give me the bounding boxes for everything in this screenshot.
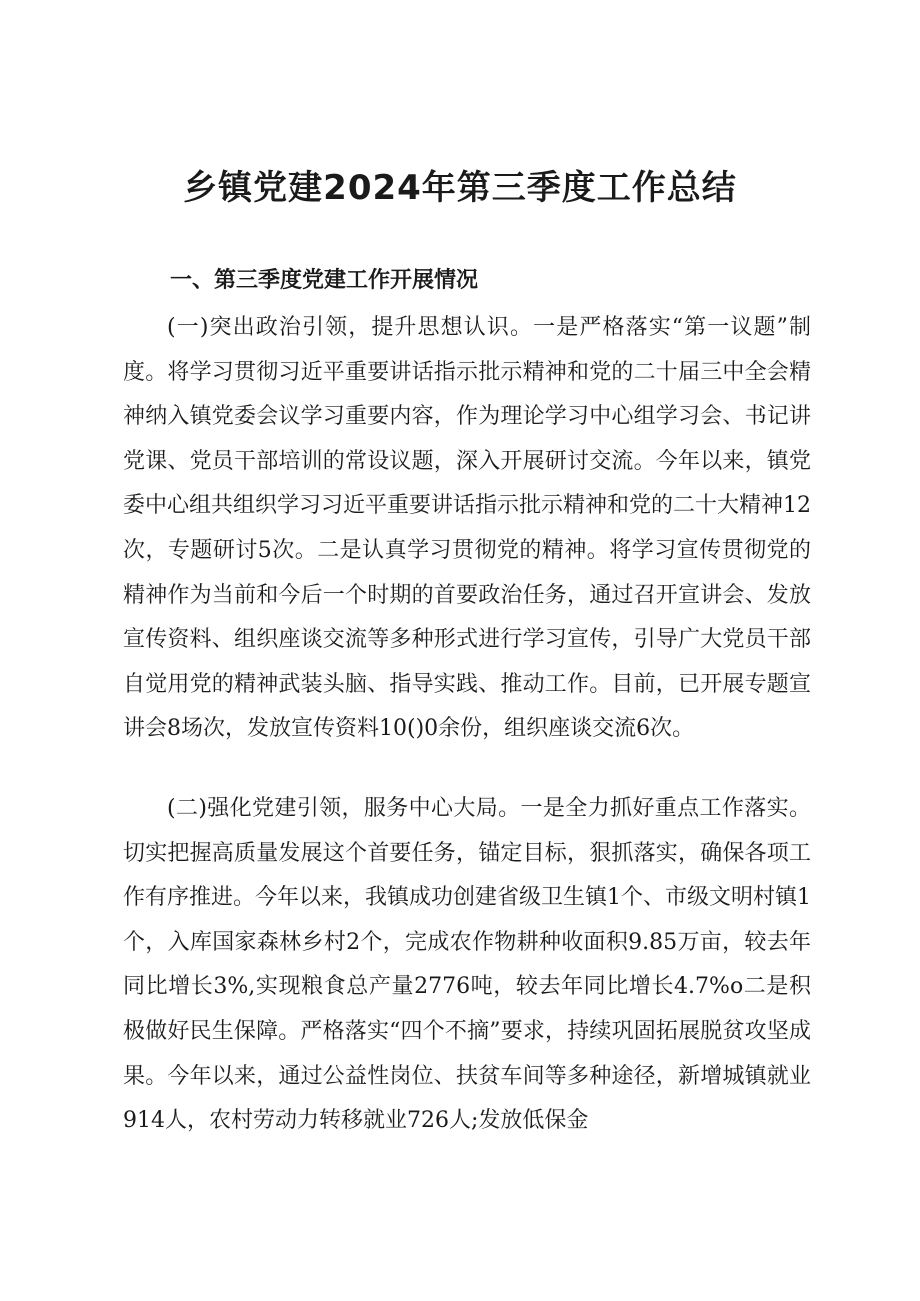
paragraph-1: (一)突出政治引领，提升思想认识。一是严格落实“第一议题”制度。将学习贯彻习近平重要讲话指示批示精神和党的二十届三中全会精神纳入镇党委会议学习重要内容，作为理论学习中心组学习会、书记讲党课、党员干部培训的常设议题，深入开展研讨交流。今年以来，镇党委中心组共组织学习习近平重要讲话指示批示精神和党的二十大精神12次，专题研讨5次。二是认真学习贯彻党的精神。将学习宣传贯彻党的精神作为当前和今后一个时期的首要政治任务，通过召开宣讲会、发放宣传资料、组织座谈交流等多种形式进行学习宣传，引导广大党员干部自觉用党的精神武装头脑、指导实践、推动工作。目前，已开展专题宣讲会8场次，发放宣传资料10()0余份，组织座谈交流6次。 [123,315,811,742]
paragraph-2: (二)强化党建引领，服务中心大局。一是全力抓好重点工作落实。切实把握高质量发展这个首要任务，锚定目标，狠抓落实，确保各项工作有序推进。今年以来，我镇成功创建省级卫生镇1个、市级文明村镇1个，入库国家森林乡村2个，完成农作物耕种收面积9.85万亩，较去年同比增长3%,实现粮食总产量2776吨，较去年同比增长4.7%o二是积极做好民生保障。严格落实“四个不摘”要求，持续巩固拓展脱贫攻坚成果。今年以来，通过公益性岗位、扶贫车间等多种途径，新增城镇就业914人，农村劳动力转移就业726人;发放低保金 [123,796,811,1134]
document-title: 乡镇党建2024年第三季度工作总结 [183,168,737,208]
section-heading: 一、第三季度党建工作开展情况 [170,268,479,293]
